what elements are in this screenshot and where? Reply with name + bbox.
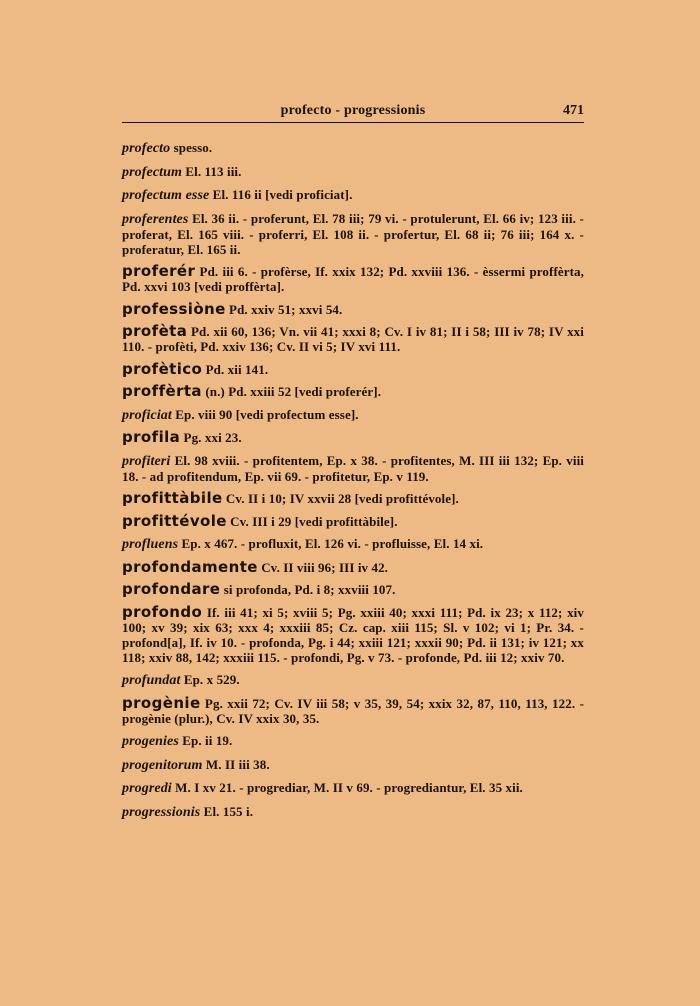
- entry-text: El. 113 iii.: [182, 163, 242, 179]
- headword: profila: [122, 428, 181, 446]
- headword: progredi: [122, 781, 172, 796]
- entry: [122, 693, 584, 726]
- headword: proffèrta: [122, 382, 202, 400]
- headword: profecto: [122, 141, 171, 156]
- entry-text: M. I xv 21. - progrediar, M. II v 69. - progrediantur, El. 35 xii.: [171, 780, 523, 795]
- headword: profondamente: [122, 557, 258, 576]
- entry-text: Pd. xii 141.: [202, 361, 269, 377]
- entry: [122, 324, 584, 354]
- entry-text: Pg. xxii 72; Cv. IV iii 58; v 35, 39, 54; xxix 32, 87, 110, 113, 122. - progènie (plur.), Cv. IV xxix 30, 35.: [122, 695, 584, 726]
- entry: [122, 602, 584, 665]
- entry: [122, 582, 584, 597]
- entry-text: Pd. iii 6. - profèrse, If. xxix 132; Pd. xxviii 136. - èssermi proffèrta, Pd. xxvi 103 [vedi proffèrta].: [122, 264, 584, 294]
- entry-text: El. 36 ii. - proferunt, El. 78 iii; 79 vi. - protulerunt, El. 66 iv; 123 iii. - proferat, El. 165 viii. - proferri, El. 108 ii. - profertur, El. 68 ii; 76 iii; 164 x. - proferatur, El. 165 ii.: [122, 210, 584, 257]
- headword: professiòne: [122, 299, 226, 318]
- entry: [122, 733, 584, 749]
- entry-list: [122, 140, 584, 827]
- headword: profectum: [122, 164, 183, 180]
- headword: profiteri: [122, 453, 171, 469]
- entry: [122, 407, 584, 423]
- entry: [122, 384, 584, 399]
- headword: profèta: [122, 322, 188, 340]
- entry-text: Cv. II viii 96; III iv 42.: [257, 559, 389, 575]
- page-number: 471: [563, 103, 584, 118]
- entry: [122, 780, 584, 796]
- entry-text: El. 116 ii [vedi proficiat].: [209, 187, 353, 202]
- entry: [122, 140, 584, 156]
- entry-text: Cv. III i 29 [vedi profittàbile].: [226, 513, 398, 529]
- entry-text: (n.) Pd. xxiii 52 [vedi proferér].: [201, 384, 382, 399]
- entry-text: Pd. xxiv 51; xxvi 54.: [225, 301, 343, 317]
- entry-text: Pg. xxi 23.: [180, 430, 242, 445]
- entry: [122, 453, 584, 484]
- entry: [122, 211, 584, 257]
- headword: profittévole: [122, 511, 227, 530]
- entry-text: Ep. x 529.: [180, 672, 240, 687]
- entry: [122, 804, 584, 820]
- headword: proferér: [122, 262, 196, 280]
- headword: progenies: [122, 734, 179, 749]
- entry-text: Ep. x 467. - profluxit, El. 126 vi. - profluisse, El. 14 xi.: [178, 536, 484, 551]
- headword: progressionis: [122, 804, 201, 820]
- headword: profittàbile: [122, 489, 223, 507]
- entry-text: Cv. II i 10; IV xxvii 28 [vedi profittévole].: [222, 491, 459, 506]
- headword: profètico: [122, 359, 203, 378]
- entry: [122, 536, 584, 552]
- headword: proferentes: [122, 211, 189, 227]
- headword: profondare: [122, 580, 221, 598]
- entry: [122, 757, 584, 773]
- entry-text: El. 155 i.: [200, 803, 254, 819]
- running-title: profecto - progressionis: [280, 103, 426, 118]
- headword: profondo: [122, 602, 203, 621]
- entry: [122, 672, 584, 688]
- entry-text: Ep. ii 19.: [178, 733, 233, 748]
- headword: profluens: [122, 537, 179, 552]
- entry-text: M. II iii 38.: [202, 756, 270, 772]
- entry-text: Pd. xii 60, 136; Vn. vii 41; xxxi 8; Cv. I iv 81; II i 58; III iv 78; IV xxi 110. - profèti, Pd. xxiv 136; Cv. II vi 5; IV xvi 111.: [122, 324, 584, 354]
- entry: [122, 187, 584, 203]
- entry-text: si profonda, Pd. i 8; xxviii 107.: [220, 582, 396, 597]
- headword: progenitorum: [122, 757, 203, 773]
- entry-text: El. 98 xviii. - profitentem, Ep. x 38. - profitentes, M. III iii 132; Ep. viii 18. - ad profitendum, Ep. vii 69. - profitetur, Ep. v 119.: [122, 452, 584, 484]
- entry: [122, 264, 584, 294]
- headword: proficiat: [122, 407, 172, 423]
- entry: [122, 491, 584, 506]
- entry: [122, 359, 584, 378]
- entry: [122, 299, 584, 318]
- entry-text: If. iii 41; xi 5; xviii 5; Pg. xxiii 40; xxxi 111; Pd. ix 23; x 112; xiv 100; xv 39; xix 63; xxx 4; xxxiii 85; Cz. cap. xiii 115; Sl. v 102; vi 1; Pr. 34. - profond[a], If. iv 10. - profonda, Pg. i 44; xxiii 121; xxxii 90; Pd. ii 131; iv 121; xx 118; xxiv 88, 142; xxxiii 115. - profondi, Pg. v 73. - profonde, Pd. iii 12; xxiv 70.: [122, 604, 584, 665]
- headword: progènie: [122, 693, 201, 712]
- entry: [122, 164, 584, 180]
- headword: profectum esse: [122, 188, 210, 203]
- entry: [122, 557, 584, 576]
- entry-text: Ep. viii 90 [vedi profectum esse].: [171, 406, 359, 422]
- entry: [122, 511, 584, 530]
- running-head: [122, 100, 584, 123]
- headword: profundat: [122, 673, 181, 688]
- entry: [122, 430, 584, 445]
- entry-text: spesso.: [170, 140, 213, 155]
